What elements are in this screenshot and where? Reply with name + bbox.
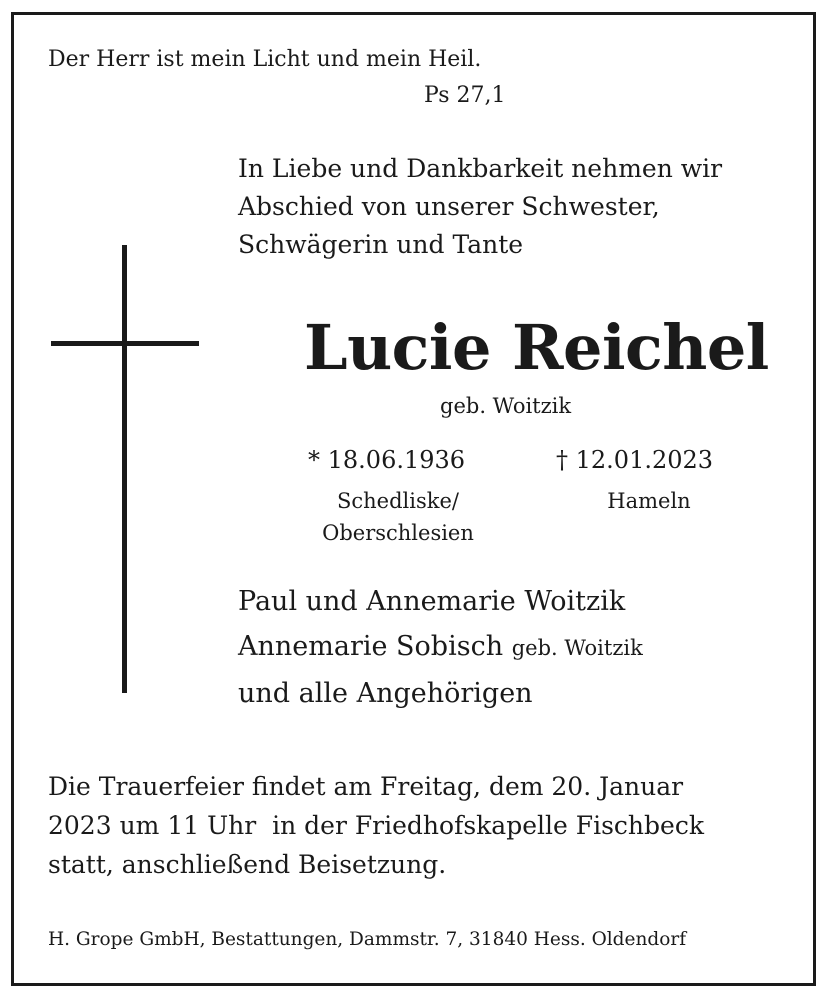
service-line: Die Trauerfeier findet am Freitag, dem 20. Januar — [48, 772, 684, 801]
bible-verse-reference: Ps 27,1 — [424, 83, 506, 108]
obituary-frame — [11, 12, 816, 986]
cross-horizontal-bar — [51, 341, 199, 346]
deceased-name: Lucie Reichel — [304, 311, 769, 384]
service-line: 2023 um 11 Uhr in der Friedhofskapelle Fischbeck — [48, 811, 704, 840]
death-place: Hameln — [607, 489, 691, 513]
mourners-list — [238, 579, 643, 716]
intro-line: Abschied von unserer Schwester, — [238, 192, 660, 221]
funeral-service-info — [48, 767, 704, 884]
funeral-home-footer: H. Grope GmbH, Bestattungen, Dammstr. 7, 31840 Hess. Oldendorf — [48, 929, 687, 950]
mourner-name: Annemarie Sobisch — [238, 631, 504, 662]
mourner-maiden-name: geb. Woitzik — [511, 636, 643, 660]
birth-place-line: Oberschlesien — [322, 521, 474, 545]
birth-date: * 18.06.1936 — [308, 446, 466, 474]
service-line: statt, anschließend Beisetzung. — [48, 850, 447, 879]
death-date: † 12.01.2023 — [556, 446, 714, 474]
birth-place-line: Schedliske/ — [337, 489, 459, 513]
mourner-line: und alle Angehörigen — [238, 678, 533, 709]
mourner-line: Paul und Annemarie Woitzik — [238, 586, 626, 617]
intro-line: Schwägerin und Tante — [238, 230, 524, 259]
maiden-name: geb. Woitzik — [440, 394, 572, 418]
intro-text — [238, 150, 722, 264]
mourner-line — [238, 624, 643, 671]
birth-place — [308, 485, 488, 549]
bible-verse: Der Herr ist mein Licht und mein Heil. — [48, 47, 482, 72]
cross-vertical-bar — [122, 245, 127, 693]
intro-line: In Liebe und Dankbarkeit nehmen wir — [238, 154, 723, 183]
